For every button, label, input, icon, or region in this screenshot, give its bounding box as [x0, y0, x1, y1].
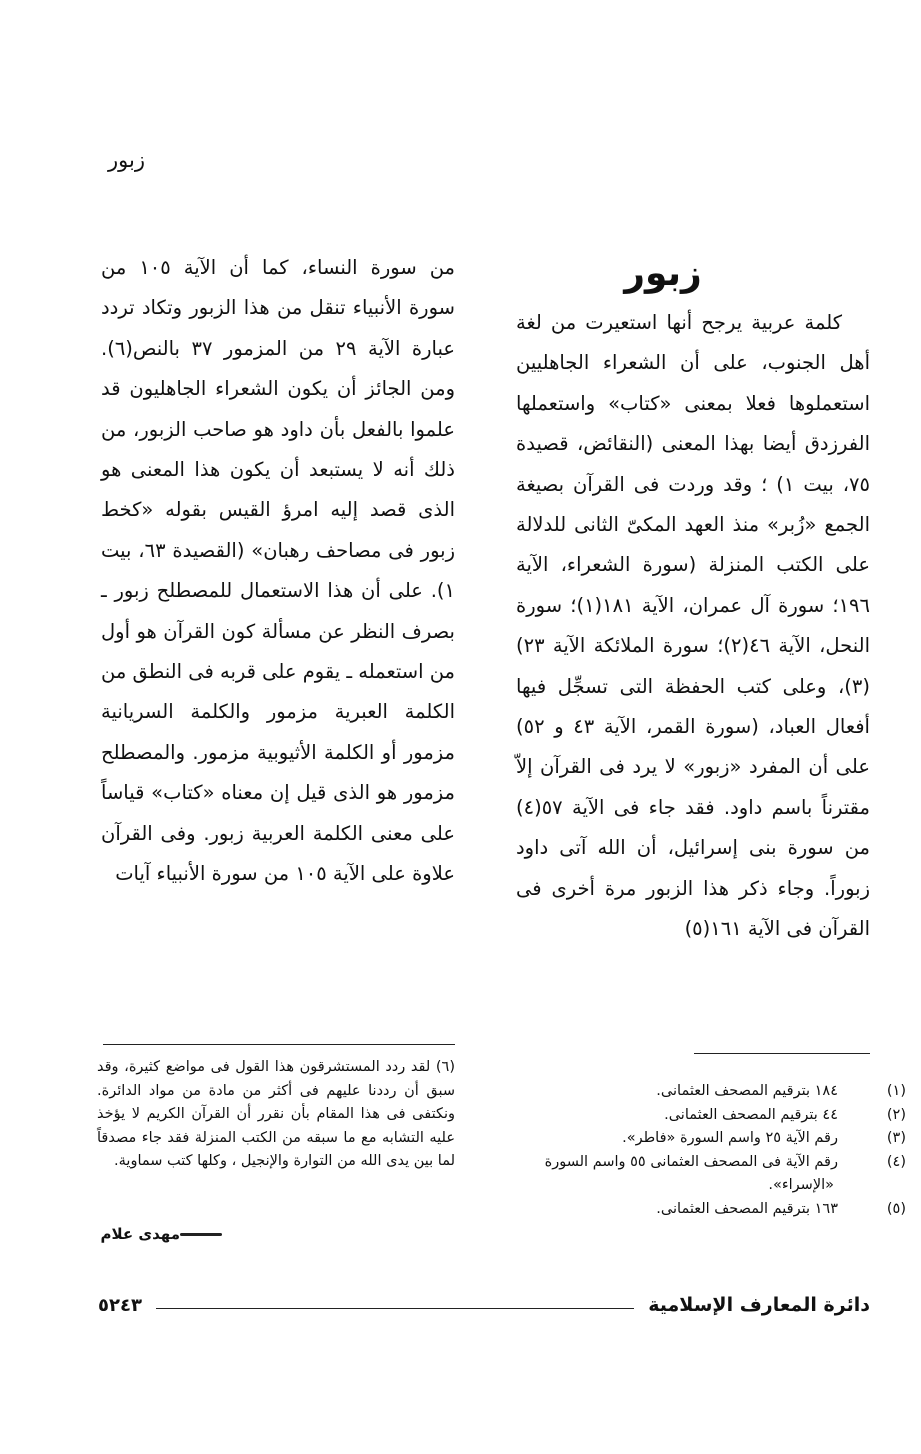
footnote-4: (٤)رقم الآية فى المصحف العثمانى ٥٥ واسم السورة «الإسراء». — [544, 1153, 906, 1193]
signature-stroke-icon — [180, 1233, 222, 1236]
footnote-6-text: لقد ردد المستشرقون هذا القول فى مواضع كثيرة، وقد سبق أن رددنا عليهم فى أكثر من مادة من مواد الدائرة. ونكتفى فى هذا المقام بأن نقرر أن القرآن الكريم لا يؤخذ عليه التشابه مع ما سبقه من الكتب المنزلة فقد جاء مصدقاً لما بين يدى الله من التوارة والإنجيل ، وكلها كتب سماوية. — [97, 1059, 455, 1169]
page-number: ٥٢٤٣ — [98, 1294, 142, 1316]
footnote-2: (٢)٤٤ بترقيم المصحف العثمانى. — [664, 1106, 906, 1123]
footnote-6-number: (٦) — [435, 1059, 456, 1075]
footnote-3: (٣)رقم الآية ٢٥ واسم السورة «فاطر». — [622, 1130, 906, 1146]
right-column-paragraph: كلمة عربية يرجح أنها استعيرت من لغة أهل الجنوب، على أن الشعراء الجاهليين استعملوها فعلا بمعنى «كتاب» واستعملها الفرزدق أيضا بهذا المعنى (النقائض، قصيدة ٧٥، بيت ١) ؛ وقد وردت فى القرآن بصيغة الجمع «زُبر» منذ العهد المكىّ الثانى للدلالة على الكتب المنزلة (سورة الشعراء، الآية ١٩٦؛ سورة آل عمران، الآية ١٨١(١)؛ سورة النحل، الآية ٤٦(٢)؛ سورة الملائكة الآية ٢٣)(٣)، وعلى كتب الحفظة التى تسجِّل فيها أفعال العباد، (سورة القمر، الآية ٤٣ و ٥٢) على أن المفرد «زبور» لا يرد فى القرآن إلاّ مقترناً باسم داود. فقد جاء فى الآية ٥٧(٤) من سورة بنى إسرائيل، أن الله آتى داود زبوراً. وجاء ذكر هذا الزبور مرة أخرى فى القرآن فى الآية ١٦١(٥) — [516, 311, 870, 941]
footnote-divider-right — [694, 1053, 870, 1054]
running-head: زبور — [108, 148, 145, 172]
footer-rule — [156, 1308, 634, 1309]
author-signature: مهدى علام — [101, 1225, 228, 1243]
article-title: زبور — [624, 253, 702, 294]
footnote-divider-left — [103, 1044, 455, 1045]
page-footer — [98, 1290, 870, 1320]
footnote-5: (٥)١٦٣ بترقيم المصحف العثمانى. — [656, 1200, 906, 1217]
encyclopedia-name: دائرة المعارف الإسلامية — [648, 1294, 870, 1316]
left-column-paragraph: من سورة النساء، كما أن الآية ١٠٥ من سورة الأنبياء تنقل من هذا الزبور وتكاد تردد عبارة الآية ٢٩ من المزمور ٣٧ بالنص(٦). ومن الجائز أن يكون الشعراء الجاهليون قد علموا بالفعل بأن داود هو صاحب الزبور، من ذلك أنه لا يستبعد أن يكون هذا المعنى هو الذى قصد إليه امرؤ القيس بقوله «كخط زبور فى مصاحف رهبان» (القصيدة ٦٣، بيت ١). على أن هذا الاستعمال للمصطلح زبور ـ بصرف النظر عن مسألة كون القرآن هو أول من استعمله ـ يقوم على قربه فى النطق من الكلمة العبرية مزمور والكلمة السريانية مزمور أو الكلمة الأثيوبية مزمور. والمصطلح مزمور هو الذى قيل إن معناه «كتاب» قياساً على معنى الكلمة العربية زبور. وفى القرآن علاوة على الآية ١٠٥ من سورة الأنبياء آيات — [101, 256, 456, 886]
footnote-6 — [97, 1056, 455, 1174]
right-column — [516, 245, 870, 950]
footnote-1: (١)١٨٤ بترقيم المصحف العثمانى. — [656, 1083, 906, 1099]
left-column — [101, 248, 455, 895]
footnotes-right — [515, 1080, 906, 1221]
